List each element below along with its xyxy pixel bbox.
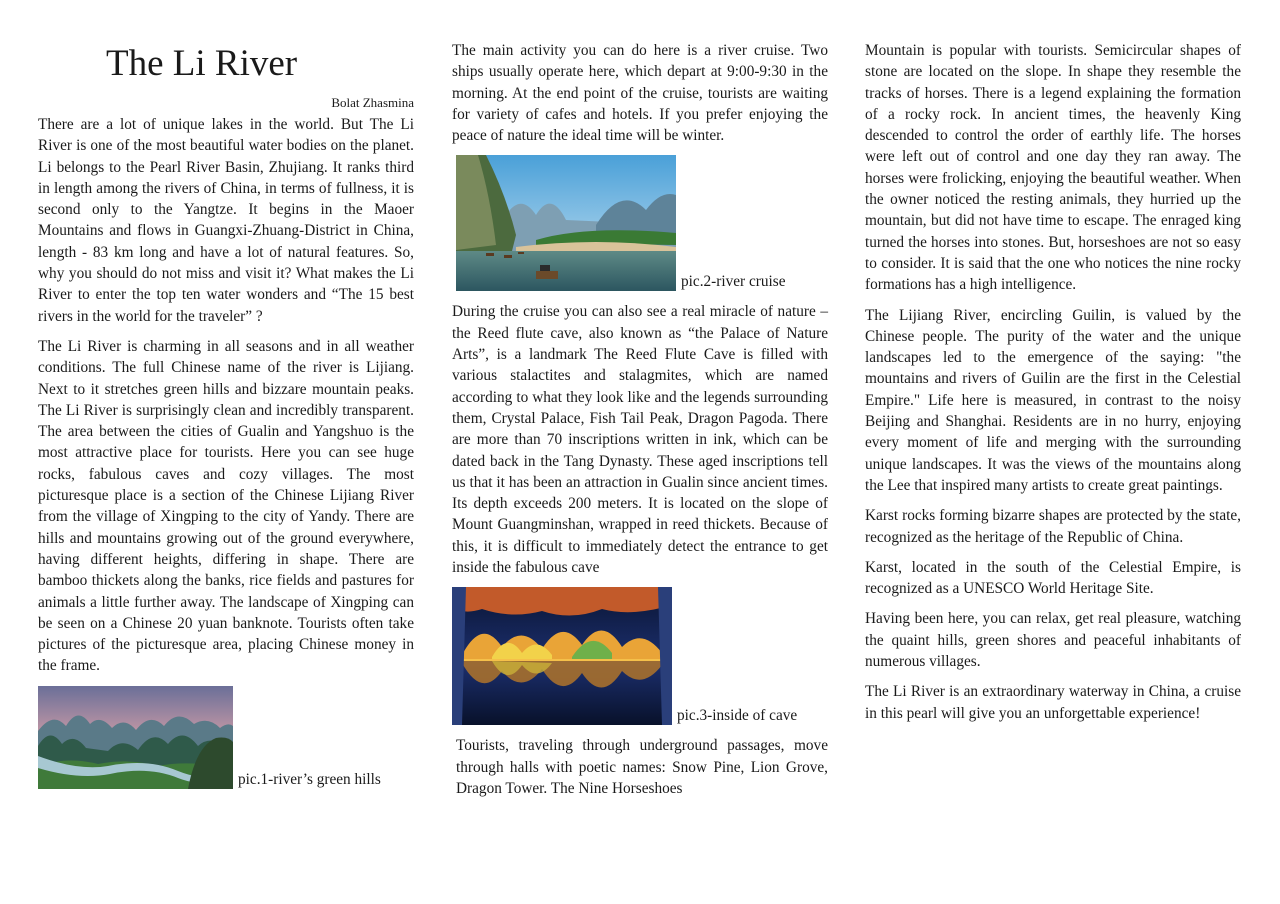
paragraph: Having been here, you can relax, get real pleasure, watching the quaint hills, green shores and peaceful inhabitants of numerous villages. [865,610,1241,671]
paragraph: The Li River is an extraordinary waterway in China, a cruise in this pearl will give you an unforgettable experience! [865,683,1241,722]
figure-caption: pic.1-river’s green hills [238,770,381,788]
paragraph: Tourists, traveling through underground passages, move through halls with poetic names: Snow Pine, Lion Grove, Dragon Tower. The Nine Horseshoes [456,737,828,797]
paragraph: Karst, located in the south of the Celestial Empire, is recognized as a UNESCO World Heritage Site. [865,558,1241,598]
figure-caption: pic.3-inside of cave [677,707,798,725]
figure-caption: pic.2-river cruise [681,273,786,291]
page-title: The Li River [106,43,298,84]
column-2 [452,40,828,808]
paragraph: The main activity you can do here is a river cruise. Two ships usually operate here, which depart at 9:00-9:30 in the morning. At the end point of the cruise, tourists are waiting for variety of cafes and hotels. If you prefer enjoying the peace of nature the ideal time will be winter. [452,42,828,145]
paragraph: Karst rocks forming bizarre shapes are protected by the state, recognized as the heritage of the Republic of China. [865,507,1241,546]
column-3 [865,40,1241,733]
paragraph: The Lijiang River, encircling Guilin, is valued by the Chinese people. The purity of the water and the unique landscapes led to the emergence of the saying: "the mountains and rivers of Guilin are the first in the Celestial Empire." Life here is measured, in contrast to the noisy Beijing and Shanghai. Residents are in no hurry, enjoying every moment of life and merging with the surrounding unique landscapes. It was the views of the mountains along the Lee that inspired many artists to create great paintings. [865,306,1241,494]
figure-1 [38,686,414,789]
paragraph: The Li River is charming in all seasons and in all weather conditions. The full Chinese name of the river is Lijiang. Next to it stretches green hills and bizzare mountain peaks. The Li River is surprisingly clean and incredibly transparent. The area between the cities of Gualin and Yangshuo is the most attractive place for tourists. Here you can see huge rocks, fabulous caves and cozy villages. The most picturesque place is a section of the Chinese Lijiang River from the village of Xingping to the city of Yandy. There are hills and mountains growing out of the ground everywhere, having different heights, differing in shape. There are bamboo thickets along the banks, rice fields and pastures for animals a little further away. The landscape of Xingping can be seen on a Chinese 20 yuan banknote. Tourists often take pictures of the picturesque area, placing Chinese money in the frame. [38,337,414,675]
cave-interior-photo [452,587,672,725]
paragraph: During the cruise you can also see a real miracle of nature – the Reed flute cave, also known as “the Palace of Nature Arts”, is a landmark The Reed Flute Cave is filled with various stalactites and stalagmites, which are named according to what they look like and the legends surrounding them, Crystal Palace, Fish Tail Peak, Dragon Pagoda. There are more than 70 inscriptions written in ink, which can be dated back in the Tang Dynasty. These aged inscriptions tell us that it has been an attraction in Gualin since ancient times. Its depth exceeds 200 meters. It is located on the slope of Mount Guangminshan, wrapped in reed thickets. Because of this, it is difficult to immediately detect the entrance to get inside the fabulous cave [452,303,828,577]
paragraph: Mountain is popular with tourists. Semicircular shapes of stone are located on the slope. In shape they resemble the tracks of horses. There is a legend explaining the formation of a rocky rock. In ancient times, the heavenly King descended to control the order of earthly life. The horses were left out of control and one day they ran away. The horses were frolicking, enjoying the beautiful weather. When the owner noticed the resting animals, they hurried up the mountain, but did not have time to escape. The enraged king turned the horses into stones. But, horseshoes are not so easy to consider. It is said that the one who notices the nine rocky formations has a high intelligence. [865,42,1241,294]
river-cruise-photo [456,155,676,291]
paragraph: There are a lot of unique lakes in the world. But The Li River is one of the most beautiful water bodies on the planet. Li belongs to the Pearl River Basin, Zhujiang. It ranks third in length among the rivers of China, in terms of fullness, it is second only to the Yangtze. It begins in the Maoer Mountains and flows in Guangxi-Zhuang-District in China, length - 83 km long and have a lot of natural features. So, why you should do not miss and visit it? What makes the Li River to enter the top ten water wonders and “The 15 best rivers in the world for the traveler” ? [38,116,414,325]
figure-2 [456,155,828,291]
river-hills-photo [38,686,233,789]
column-1 [38,38,414,799]
figure-3 [452,587,828,725]
author-name: Bolat Zhasmina [331,95,414,110]
